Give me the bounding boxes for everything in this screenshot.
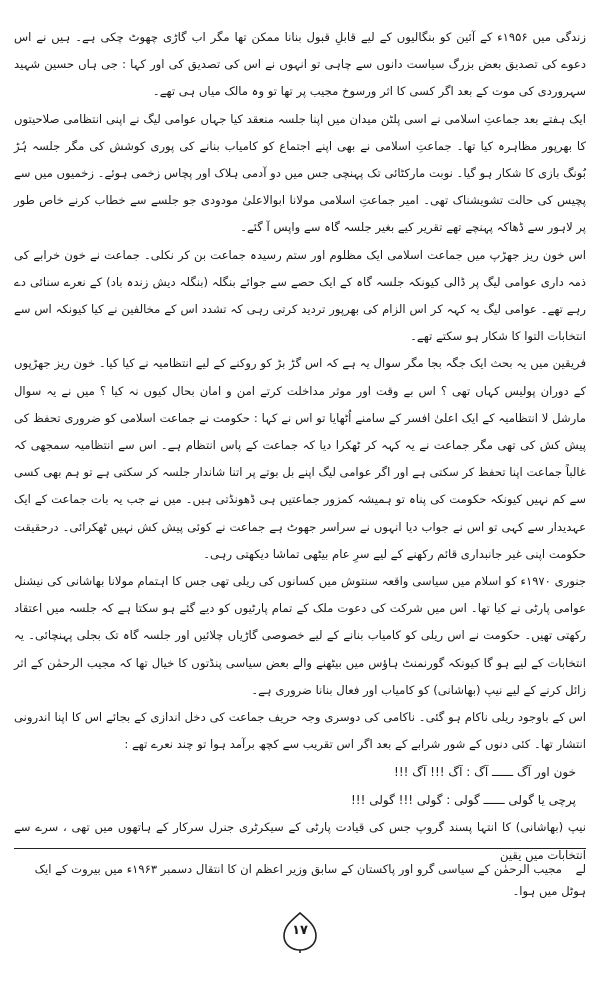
- slogan-2: پرچی یا گولی ــــــ گولی : گولی !!! گولی !!!: [351, 793, 576, 808]
- paragraph-3: اس خون ریز جھڑپ میں جماعت اسلامی ایک مظلوم اور ستم رسیدہ جماعت بن کر نکلی۔ جماعت نے خون خرابے کی ذمہ داری عوامی لیگ پر ڈالی کیونکہ جلسہ گاہ کے ایک حصے سے جوائے بنگلہ (بنگلہ دیش زندہ باد) کے نعرے سنائی دے رہے تھے۔ عوامی لیگ یہ کہہ کر اس الزام کی بھرپور تردید کرتی رہی کہ تشدد اس کے مخالفین نے کیا کیونکہ اس سے انتخابات التوا کا شکار ہو سکتے تھے۔: [14, 247, 586, 344]
- paragraph-6: اس کے باوجود ریلی ناکام ہو گئی۔ ناکامی کی دوسری وجہ حریف جماعت کی دخل اندازی کے بجائے اس کا اپنا اندرونی انتشار تھا۔ کئی دنوں کے شور شرابے کے بعد اگر اس تقریب سے کچھ برآمد ہوا تو چند نعرے تھے :: [14, 710, 586, 752]
- page-number-badge: [278, 910, 322, 954]
- paragraph-7: نیپ (بھاشانی) کا انتہا پسند گروپ جس کی قیادت پارٹی کے سیکرٹری جنرل سرکار کے ہاتھوں میں تھی ، سرے سے انتخابات میں یقین: [14, 820, 586, 862]
- document-page: [14, 24, 586, 954]
- paragraph-4: فریقین میں یہ بحث ایک جگہ بجا مگر سوال یہ ہے کہ اس گڑ بڑ کو روکنے کے لیے انتظامیہ نے کیا کیا۔ خون ریز جھڑپوں کے دوران پولیس کہاں تھی ؟ اس بے وقت اور موثر مداخلت کرتے امن و امان بحال کیوں نہ کیا ؟ میں نے یہ سوال مارشل لا انتظامیہ کے ایک اعلیٰ افسر کے سامنے اُٹھایا تو اس نے کہا : حکومت نے جماعت اسلامی کو ضروری تحفظ کی پیش کش کی تھی مگر جماعت نے یہ کہہ کر ٹھکرا دیا کہ جماعت کے پاس انتظام ہے۔ اس سے انتظامیہ سمجھی کہ غالباً جماعت اپنا تحفظ کر سکتی ہے اور اگر عوامی لیگ اپنے بل بوتے پر اتنا شاندار جلسہ کر سکتی ہے تو ہم بھی کسی سے کم نہیں کیونکہ حکومت کی پناہ تو ہمیشہ کمزور جماعتیں ہی ڈھونڈتی ہیں۔ میں نے جب یہ بات جماعت کے ایک عہدیدار سے کہی تو اس نے جواب دیا انہوں نے سراسر جھوٹ ہے جماعت نے کوئی پیش کش نہیں ٹھکرائی۔ درحقیقت حکومت اپنی غیر جانبداری قائم رکھنے کے لیے سرِ عام بیٹھی تماشا دیکھتی رہی۔: [14, 356, 586, 561]
- slogan-1: خون اور آگ ــــــ آگ : آگ !!! آگ !!!: [394, 765, 576, 780]
- paragraph-5: جنوری ۱۹۷۰ء کو اسلام میں سیاسی واقعہ سنتوش میں کسانوں کی ریلی تھی جس کا اہتمام مولانا بھاشانی کی نیشنل عوامی پارٹی نے کیا تھا۔ اس میں شرکت کی دعوت ملک کے تمام پارٹیوں کو دیے گئے ہو سکتا ہے کہ جلسہ میں اعتقاد رکھتی تھیں۔ حکومت نے اس ریلی کو کامیاب بنانے کے لیے خصوصی گاڑیاں چلائیں اور جلسہ گاہ تک بجلی پہنچائی۔ یہ انتخابات کے لیے ہو گا کیونکہ گورنمنٹ ہاؤس میں بیٹھنے والے بعض سیاسی پنڈتوں کا خیال تھا کہ مجیب الرحمٰن کے اثر زائل کرنے کے لیے نیپ (بھاشانی) کو کامیاب اور فعال بنانا ضروری ہے۔: [14, 574, 586, 697]
- paragraph-2: ایک ہفتے بعد جماعتِ اسلامی نے اسی پلٹن میدان میں اپنا جلسہ منعقد کیا جہاں عوامی لیگ نے اپنی انتظامی صلاحیتوں کا بھرپور مظاہرہ کیا تھا۔ جماعتِ اسلامی نے بھی اپنے اجتماع کو کامیاب بنانے کی پوری کوشش کی مگر جلسہ ہُڑ بُونگ بازی کا شکار ہو گیا۔ نوبت مارکٹائی تک پہنچی جس میں دو آدمی ہلاک اور پچاس زخمی ہوئے۔ زخمیوں میں سے پچیس کی حالت تشویشناک تھی۔ امیر جماعتِ اسلامی مولانا ابوالاعلیٰ مودودی جو جلسے سے خطاب کرنے خاص طور پر لاہور سے ڈھاکہ پہنچے تھے تقریر کیے بغیر جلسہ گاہ سے واپس آ گئے۔: [14, 111, 586, 235]
- footnote-divider: [14, 848, 586, 849]
- paragraph-1: زندگی میں ۱۹۵۶ء کے آئین کو بنگالیوں کے لیے قابلِ قبول بنانا ممکن تھا مگر اب گاڑی چھوٹ چکی ہے۔ ہیں نے اس دعوے کی تصدیق بعض بزرگ سیاست دانوں سے چاہی تو انہوں نے اس کی تصدیق کی اور کہا : جی ہاں حسین شہید سہروردی کی موت کے بعد اگر کسی کا اثر ورسوخ مجیب پر تھا تو وہ مالک میاں ہی تھے۔: [14, 30, 586, 99]
- footnote-text: مجیب الرحمٰن کے سیاسی گرو اور پاکستان کے سابق وزیر اعظم ان کا انتقال دسمبر ۱۹۶۳ء میں بیروت کے ایک ہوٹل میں ہوا۔: [34, 862, 586, 898]
- footnote-marker: لے: [575, 862, 586, 876]
- footnote: [14, 858, 586, 902]
- slogans-list: [14, 758, 586, 814]
- page-number: ۱۷: [292, 923, 308, 938]
- main-text: [14, 24, 586, 758]
